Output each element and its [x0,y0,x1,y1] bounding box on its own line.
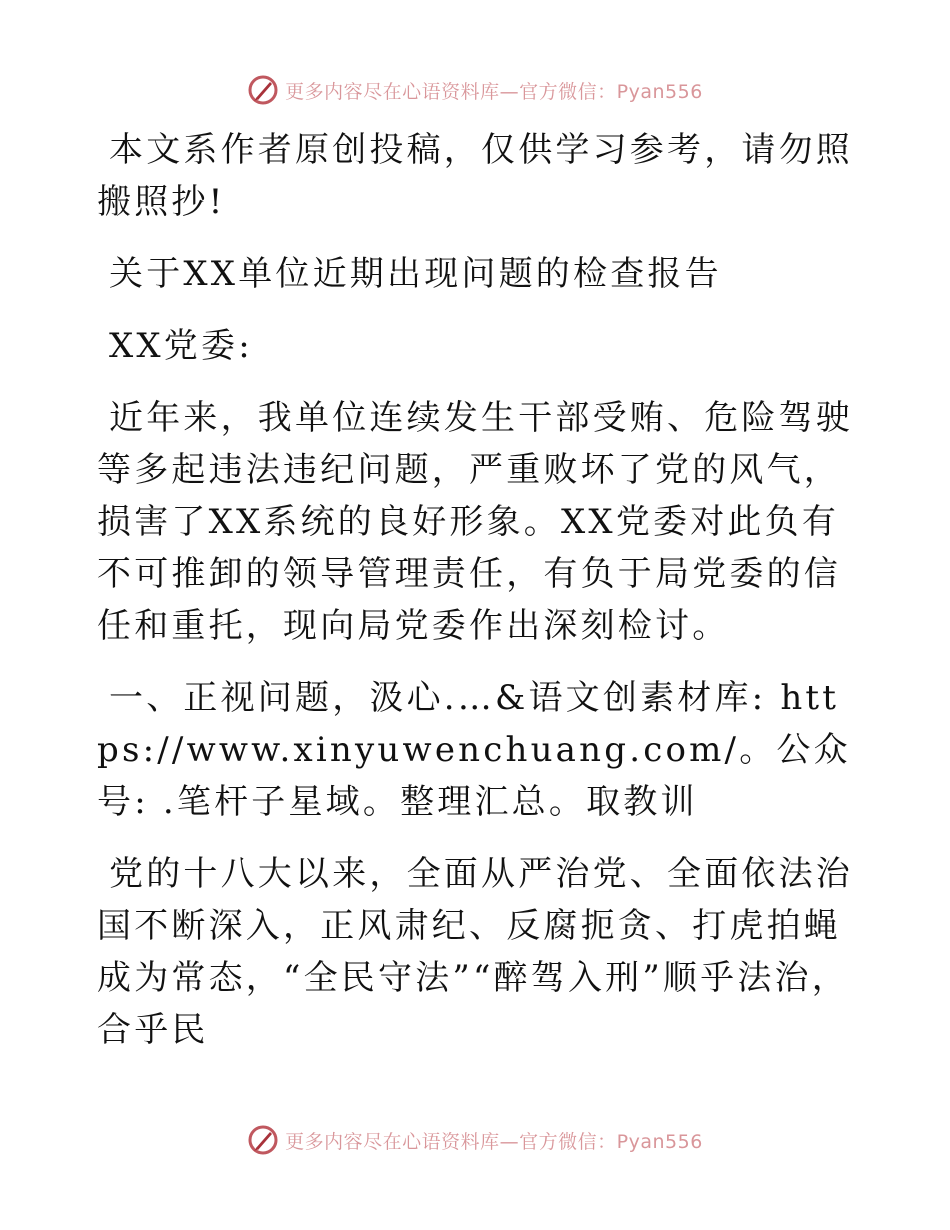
body-paragraph: 党的十八大以来，全面从严治党、全面依法治国不断深入，正风肃纪、反腐扼贪、打虎拍蝇成为常态，“全民守法”“醉驾入刑”顺乎法治，合乎民 [97,854,853,1050]
salutation: XX党委: [109,326,253,366]
body-paragraph: 近年来，我单位连续发生干部受贿、危险驾驶等多起违法违纪问题，严重败坏了党的风气，损害了XX系统的良好形象。XX党委对此负有不可推卸的领导管理责任，有负于局党委的信任和重托，现向局党委作出深刻检讨。 [97,398,853,646]
watermark-text: 更多内容尽在心语资料库—官方微信：Pyan556 [285,1130,703,1153]
section-heading: 一、正视问题，汲心.…&语文创素材库: https://www.xinyuwenchuang.com/。公众号: .笔杆子星域。整理汇总。取教训 [97,678,851,822]
document-title: 关于XX单位近期出现问题的检查报告 [109,254,722,294]
quill-logo-icon [247,74,279,106]
watermark-text: 更多内容尽在心语资料库—官方微信：Pyan556 [285,80,703,103]
watermark-banner-top [0,70,950,110]
document-body [97,124,857,1076]
watermark-banner-bottom [0,1120,950,1160]
quill-logo-icon [247,1124,279,1156]
copyright-notice: 本文系作者原创投稿，仅供学习参考，请勿照搬照抄! [97,130,853,222]
